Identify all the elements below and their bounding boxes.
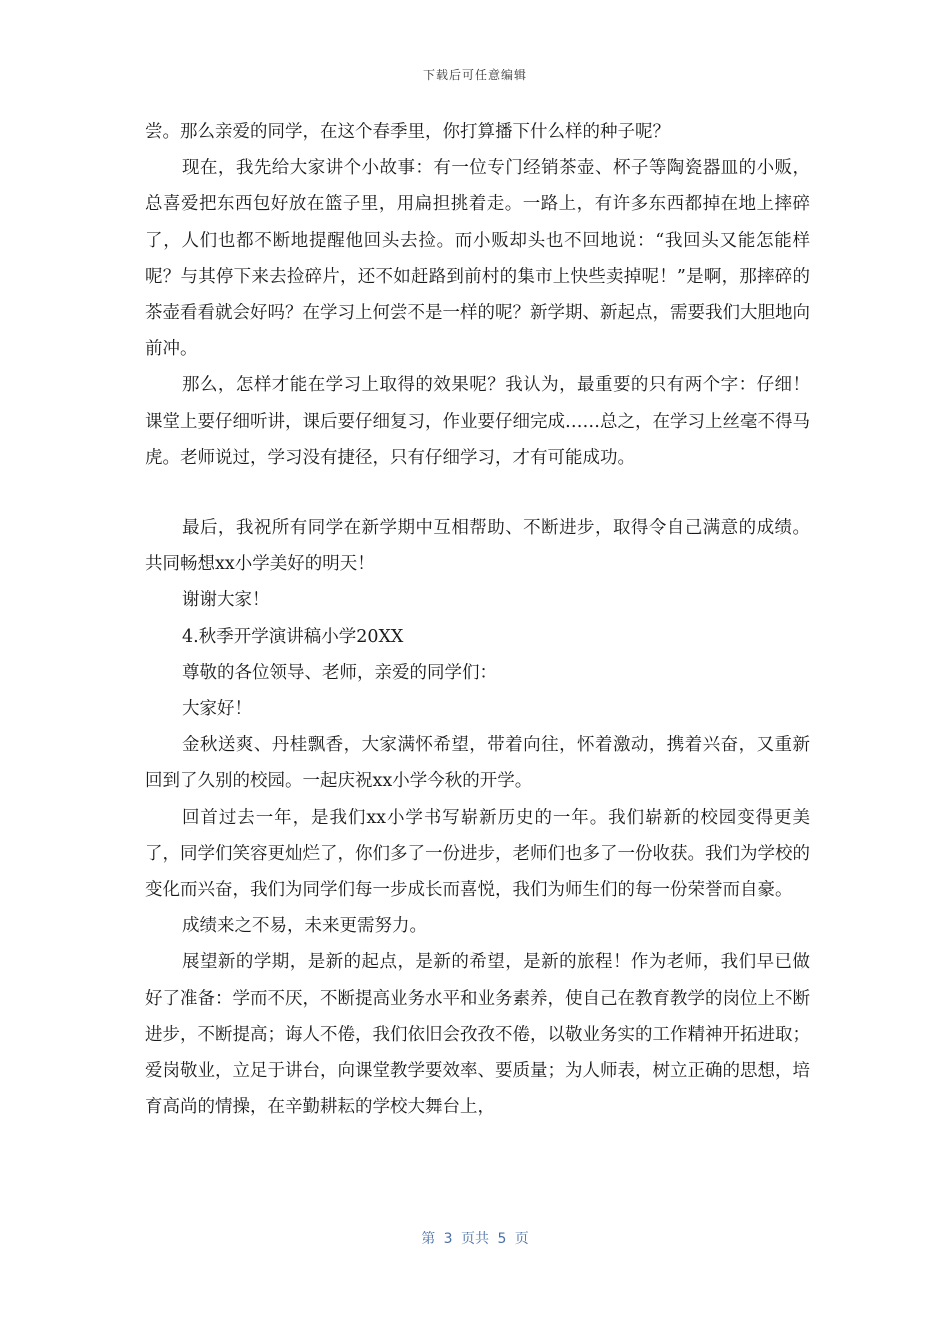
paragraph-greeting: 大家好！ — [182, 699, 252, 720]
paragraph-review: 回首过去一年，是我们xx小学书写崭新历史的一年。我们崭新的校园变得更美了，同学们笑容更灿烂了，你们多了一份进步，老师们也多了一份收获。我们为学校的变化而兴奋，我们为同学们每一步成长而喜悦，我们为师生们的每一份荣誉而自豪。 — [145, 807, 810, 901]
page-header: 下载后可任意编辑 — [422, 68, 527, 82]
paragraph-achievement: 成绩来之不易，未来更需努力。 — [182, 916, 427, 937]
paragraph-closing-wish: 最后，我祝所有同学在新学期中互相帮助、不断进步，取得令自己满意的成绩。共同畅想xx小学美好的明天！ — [145, 518, 810, 575]
paragraph-outlook: 展望新的学期，是新的起点，是新的希望，是新的旅程！作为老师，我们早已做好了准备：学而不厌，不断提高业务水平和业务素养，使自己在教育教学的岗位上不断进步，不断提高；诲人不倦，我们依旧会孜孜不倦，以敬业务实的工作精神开拓进取；爱岗敬业，立足于讲台，向课堂教学要效率、要质量；为人师表，树立正确的思想，培育高尚的情操，在辛勤耕耘的学校大舞台上， — [145, 952, 810, 1118]
paragraph-study-method: 那么，怎样才能在学习上取得的效果呢？我认为，最重要的只有两个字：仔细！课堂上要仔细听讲，课后要仔细复习，作业要仔细完成……总之，在学习上丝毫不得马虎。老师说过，学习没有捷径，只有仔细学习，才有可能成功。 — [145, 375, 810, 468]
paragraph-continuation: 尝。那么亲爱的同学，在这个春季里，你打算播下什么样的种子呢？ — [145, 122, 670, 142]
page-number: 第 3 页共 5 页 — [421, 1231, 529, 1247]
section-heading: 4.秋季开学演讲稿小学20XX — [182, 626, 404, 647]
paragraph-salutation: 尊敬的各位领导、老师，亲爱的同学们： — [182, 662, 497, 683]
paragraph-story: 现在，我先给大家讲个小故事：有一位专门经销茶壶、杯子等陶瓷器皿的小贩，总喜爱把东西包好放在篮子里，用扁担挑着走。一路上，有许多东西都掉在地上摔碎了，人们也都不断地提醒他回头去捡。而小贩却头也不回地说：“我回头又能怎能样呢？与其停下来去捡碎片，还不如赶路到前村的集市上快些卖掉呢！”是啊，那摔碎的茶壶看看就会好吗？在学习上何尝不是一样的呢？新学期、新起点，需要我们大胆地向前冲。 — [145, 158, 810, 360]
paragraph-thanks: 谢谢大家！ — [182, 590, 270, 611]
document-body — [145, 114, 810, 1125]
paragraph-autumn-opening: 金秋送爽、丹桂飘香，大家满怀希望，带着向往，怀着激动，携着兴奋，又重新回到了久别的校园。一起庆祝xx小学今秋的开学。 — [145, 735, 810, 792]
